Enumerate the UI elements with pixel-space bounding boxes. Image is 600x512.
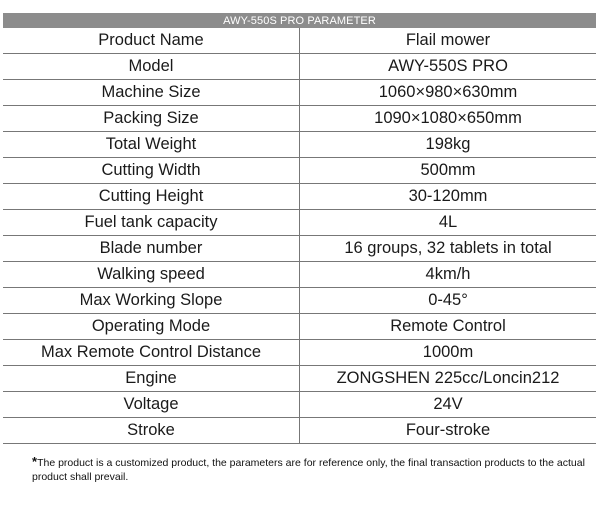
parameter-value: 16 groups, 32 tablets in total <box>300 236 597 262</box>
parameter-value: Flail mower <box>300 28 597 54</box>
table-row <box>3 184 596 210</box>
parameter-label: Total Weight <box>3 132 300 158</box>
table-title-row <box>3 13 596 28</box>
table-row <box>3 366 596 392</box>
parameter-rows <box>3 28 596 444</box>
parameter-value: 1000m <box>300 340 597 366</box>
table-row <box>3 288 596 314</box>
table-row <box>3 28 596 54</box>
parameter-label: Walking speed <box>3 262 300 288</box>
footnote-text: The product is a customized product, the parameters are for reference only, the final transaction products to the actual product shall prevail. <box>32 457 585 483</box>
parameter-label: Model <box>3 54 300 80</box>
parameter-value: 4km/h <box>300 262 597 288</box>
parameter-label: Max Working Slope <box>3 288 300 314</box>
table-row <box>3 236 596 262</box>
parameter-label: Voltage <box>3 392 300 418</box>
parameter-label: Machine Size <box>3 80 300 106</box>
parameter-label: Engine <box>3 366 300 392</box>
table-row <box>3 158 596 184</box>
parameter-value: ZONGSHEN 225cc/Loncin212 <box>300 366 597 392</box>
table-row <box>3 210 596 236</box>
parameter-value: AWY-550S PRO <box>300 54 597 80</box>
table-row <box>3 340 596 366</box>
table-title: AWY-550S PRO PARAMETER <box>3 13 596 28</box>
parameter-value: 1060×980×630mm <box>300 80 597 106</box>
parameter-label: Packing Size <box>3 106 300 132</box>
table-row <box>3 106 596 132</box>
table-row <box>3 418 596 444</box>
parameter-value: 30-120mm <box>300 184 597 210</box>
table-row <box>3 54 596 80</box>
parameter-label: Product Name <box>3 28 300 54</box>
parameter-value: 4L <box>300 210 597 236</box>
parameter-label: Stroke <box>3 418 300 444</box>
parameter-value: 198kg <box>300 132 597 158</box>
parameter-label: Operating Mode <box>3 314 300 340</box>
parameter-label: Max Remote Control Distance <box>3 340 300 366</box>
table-row <box>3 262 596 288</box>
parameter-label: Fuel tank capacity <box>3 210 300 236</box>
footnote <box>32 456 592 484</box>
parameter-value: Four-stroke <box>300 418 597 444</box>
parameter-label: Blade number <box>3 236 300 262</box>
table-row <box>3 314 596 340</box>
parameter-label: Cutting Height <box>3 184 300 210</box>
footnote-marker: * <box>32 454 38 469</box>
table-row <box>3 80 596 106</box>
parameter-value: 1090×1080×650mm <box>300 106 597 132</box>
parameter-table <box>3 13 596 444</box>
parameter-value: Remote Control <box>300 314 597 340</box>
table-row <box>3 392 596 418</box>
parameter-value: 0-45° <box>300 288 597 314</box>
parameter-value: 500mm <box>300 158 597 184</box>
parameter-value: 24V <box>300 392 597 418</box>
table-row <box>3 132 596 158</box>
parameter-label: Cutting Width <box>3 158 300 184</box>
